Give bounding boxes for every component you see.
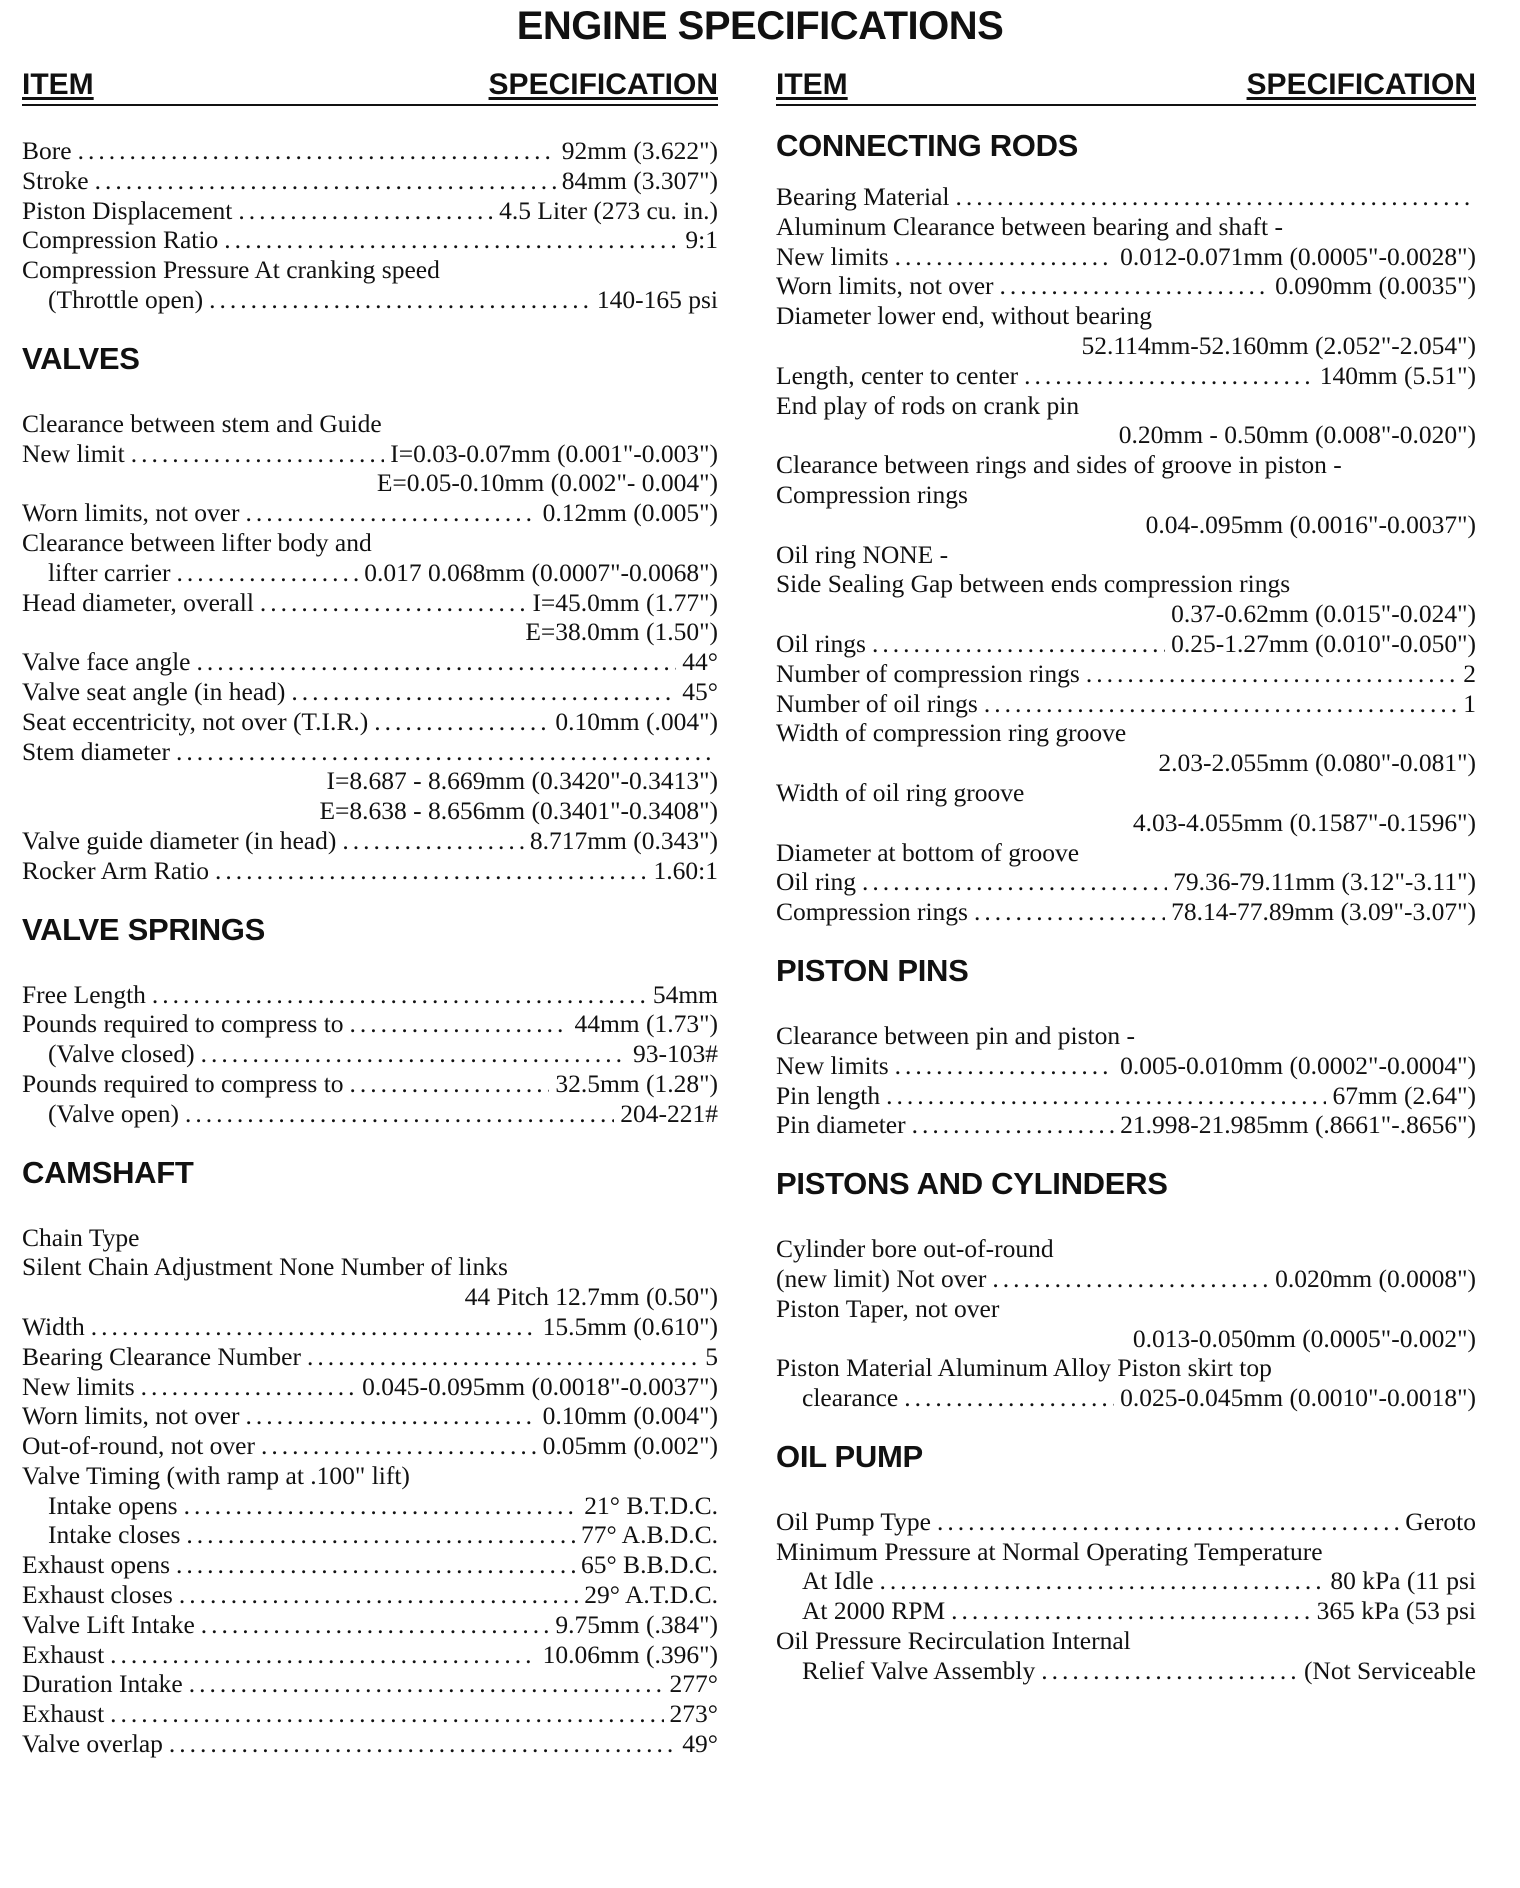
spec-text-line: Clearance between rings and sides of groove in piston -: [776, 450, 1342, 480]
spec-item: Intake closes: [48, 1520, 181, 1550]
spec-row: [776, 1596, 1476, 1626]
spec-value: Geroto: [1405, 1506, 1476, 1536]
spec-row: [22, 166, 718, 196]
dot-leader: [895, 242, 1115, 272]
dot-leader: [886, 1081, 1326, 1111]
spec-row: [776, 689, 1476, 719]
oil-pump-specs: [776, 1507, 1476, 1686]
spec-text-line: Aluminum Clearance between bearing and shaft -: [776, 211, 1283, 241]
spec-item: Width: [22, 1311, 85, 1341]
spec-item: Oil ring: [776, 867, 857, 897]
spec-item: Exhaust: [22, 1699, 105, 1729]
spec-item: Valve guide diameter (in head): [22, 825, 337, 855]
dot-leader: [974, 897, 1165, 927]
spec-text-line: Compression rings: [776, 479, 968, 509]
spec-row: [776, 182, 1476, 212]
valves-specs: [22, 409, 718, 886]
dot-leader: [152, 980, 647, 1010]
dot-leader: [261, 1431, 537, 1461]
spec-row: [776, 659, 1476, 689]
dot-leader: [91, 1312, 537, 1342]
spec-value: 10.06mm (.396"): [542, 1639, 718, 1669]
spec-item: Exhaust: [22, 1639, 105, 1669]
spec-value: 8.717mm (0.343"): [529, 825, 718, 855]
spec-text-line: Side Sealing Gap between ends compression rings: [776, 569, 1291, 599]
spec-row: [22, 1401, 718, 1431]
dot-leader: [110, 1640, 536, 1670]
spec-value: 49°: [682, 1729, 718, 1759]
spec-row: [776, 1383, 1476, 1413]
spec-row: [22, 707, 718, 737]
section-title-piston-pins: PISTON PINS: [776, 952, 969, 988]
section-title-camshaft: CAMSHAFT: [22, 1154, 194, 1190]
spec-row: [22, 588, 718, 618]
spec-value: 77° A.B.D.C.: [580, 1520, 718, 1550]
spec-item: Worn limits, not over: [22, 498, 240, 528]
spec-value: 9:1: [685, 225, 718, 255]
spec-text-line: Clearance between pin and piston -: [776, 1020, 1135, 1050]
dot-leader: [185, 1099, 614, 1129]
dot-leader: [955, 182, 1470, 212]
dot-leader: [895, 1051, 1115, 1081]
spec-value: (Not Serviceable: [1303, 1655, 1476, 1685]
spec-text-line: Valve Timing (with ramp at .100" lift): [22, 1460, 410, 1490]
spec-value: 140-165 psi: [596, 284, 718, 314]
spec-value: 84mm (3.307"): [561, 165, 718, 195]
spec-value: 0.017 0.068mm (0.0007"-0.0068"): [364, 557, 718, 587]
spec-row: [22, 1372, 718, 1402]
spec-value: 44°: [682, 647, 718, 677]
spec-item: Exhaust closes: [22, 1580, 173, 1610]
spec-item: Rocker Arm Ratio: [22, 855, 209, 885]
spec-item: New limits: [776, 1050, 889, 1080]
dot-leader: [880, 1566, 1325, 1596]
spec-text-line: Width of compression ring groove: [776, 718, 1127, 748]
dot-leader: [872, 629, 1165, 659]
spec-value-line: 2.03-2.055mm (0.080"-0.081"): [1158, 748, 1476, 778]
spec-text-line: Oil Pressure Recirculation Internal: [776, 1626, 1131, 1656]
spec-value: 54mm: [652, 979, 718, 1009]
spec-value: 0.020mm (0.0008"): [1275, 1263, 1476, 1293]
spec-row: [776, 271, 1476, 301]
dot-leader: [291, 677, 676, 707]
left-column: [22, 66, 718, 1759]
spec-text-line: Piston Taper, not over: [776, 1293, 1000, 1323]
spec-value-line: E=38.0mm (1.50"): [525, 617, 718, 647]
dot-leader: [937, 1507, 1399, 1537]
spec-item: (Valve open): [48, 1098, 179, 1128]
spec-value: 0.005-0.010mm (0.0002"-0.0004"): [1120, 1050, 1476, 1080]
spec-value-line: 44 Pitch 12.7mm (0.50"): [464, 1282, 718, 1312]
spec-item: Pounds required to compress to: [22, 1009, 344, 1039]
spec-value: 21° B.T.D.C.: [584, 1490, 718, 1520]
spec-item: Exhaust opens: [22, 1550, 171, 1580]
dot-leader: [110, 1699, 663, 1729]
section-title-oil-pump: OIL PUMP: [776, 1438, 923, 1474]
connecting-rods-specs: [776, 182, 1476, 927]
spec-row: [22, 498, 718, 528]
spec-value: 32.5mm (1.28"): [555, 1068, 718, 1098]
spec-value: 0.090mm (0.0035"): [1275, 271, 1476, 301]
dot-leader: [260, 588, 527, 618]
spec-row: [22, 1491, 718, 1521]
dot-leader: [189, 1669, 664, 1699]
dot-leader: [209, 285, 591, 315]
spec-text-line: Diameter at bottom of groove: [776, 837, 1080, 867]
dot-leader: [350, 1009, 569, 1039]
spec-row: [22, 677, 718, 707]
spec-row: [22, 1640, 718, 1670]
spec-item: (Valve closed): [48, 1039, 195, 1069]
dot-leader: [131, 439, 385, 469]
spec-item: Stem diameter: [22, 736, 170, 766]
spec-item: (Throttle open): [48, 284, 204, 314]
spec-value-line: 0.20mm - 0.50mm (0.008"-0.020"): [1118, 420, 1476, 450]
spec-row: [776, 897, 1476, 927]
dot-leader: [238, 196, 493, 226]
spec-value: 277°: [669, 1669, 718, 1699]
spec-row: [776, 867, 1476, 897]
spec-item: Relief Valve Assembly: [802, 1655, 1036, 1685]
spec-item: Valve overlap: [22, 1729, 163, 1759]
spec-row: [776, 1081, 1476, 1111]
spec-text-line: End play of rods on crank pin: [776, 390, 1080, 420]
right-column: [776, 66, 1476, 1686]
column-header: [22, 66, 718, 106]
spec-header: SPECIFICATION: [488, 68, 718, 101]
spec-value: 0.12mm (0.005"): [542, 498, 718, 528]
spec-value: 80 kPa (11 psi: [1330, 1566, 1476, 1596]
spec-item: Seat eccentricity, not over (T.I.R.): [22, 706, 369, 736]
spec-value: 4.5 Liter (273 cu. in.): [499, 195, 718, 225]
spec-item: Stroke: [22, 165, 89, 195]
spec-value: 45°: [682, 676, 718, 706]
spec-row: [22, 856, 718, 886]
spec-value: 204-221#: [620, 1098, 718, 1128]
spec-item: (new limit) Not over: [776, 1263, 987, 1293]
general-specs: [22, 136, 718, 315]
spec-value: 0.25-1.27mm (0.010"-0.050"): [1171, 628, 1476, 658]
dot-leader: [862, 867, 1167, 897]
spec-value: 78.14-77.89mm (3.09"-3.07"): [1171, 897, 1476, 927]
dot-leader: [215, 856, 648, 886]
piston-pins-specs: [776, 1021, 1476, 1140]
spec-row: [22, 1550, 718, 1580]
pistons-cylinders-specs: [776, 1234, 1476, 1413]
spec-item: Duration Intake: [22, 1669, 183, 1699]
dot-leader: [1086, 659, 1457, 689]
spec-row: [22, 1729, 718, 1759]
spec-text-line: Clearance between stem and Guide: [22, 408, 382, 438]
dot-leader: [169, 1729, 676, 1759]
spec-value-line: 0.04-.095mm (0.0016"-0.0037"): [1145, 509, 1476, 539]
spec-value: 273°: [669, 1699, 718, 1729]
dot-leader: [307, 1342, 699, 1372]
spec-item: Pounds required to compress to: [22, 1068, 344, 1098]
spec-value-line: 52.114mm-52.160mm (2.052"-2.054"): [1081, 330, 1476, 360]
spec-text-line: Diameter lower end, without bearing: [776, 301, 1153, 331]
valve-springs-specs: [22, 980, 718, 1129]
spec-text-line: Width of oil ring groove: [776, 777, 1025, 807]
spec-item: Worn limits, not over: [776, 271, 994, 301]
section-title-valve-springs: VALVE SPRINGS: [22, 911, 265, 947]
spec-value: 365 kPa (53 psi: [1316, 1596, 1476, 1626]
spec-value: 0.05mm (0.002"): [542, 1431, 718, 1461]
spec-item: Number of oil rings: [776, 688, 978, 718]
spec-row: [22, 285, 718, 315]
spec-row: [22, 1699, 718, 1729]
column-header: [776, 66, 1476, 106]
spec-row: [22, 1069, 718, 1099]
spec-row: [22, 1039, 718, 1069]
spec-row: [22, 439, 718, 469]
spec-item: At 2000 RPM: [802, 1596, 946, 1626]
spec-item: Bore: [22, 136, 72, 165]
spec-row: [776, 1264, 1476, 1294]
spec-row: [22, 1099, 718, 1129]
dot-leader: [78, 136, 556, 166]
dot-leader: [224, 225, 679, 255]
spec-value: 79.36-79.11mm (3.12"-3.11"): [1173, 867, 1476, 897]
spec-row: [22, 1520, 718, 1550]
spec-value: 0.10mm (0.004"): [542, 1401, 718, 1431]
dot-leader: [1024, 361, 1314, 391]
spec-item: Worn limits, not over: [22, 1401, 240, 1431]
spec-value: 65° B.B.D.C.: [580, 1550, 718, 1580]
spec-value-line: I=8.687 - 8.669mm (0.3420"-0.3413"): [326, 766, 718, 796]
spec-item: Valve Lift Intake: [22, 1609, 195, 1639]
spec-row: [22, 1342, 718, 1372]
spec-value-line: E=0.05-0.10mm (0.002"- 0.004"): [376, 468, 718, 498]
spec-row: [776, 361, 1476, 391]
spec-row: [22, 136, 718, 166]
spec-value: 0.045-0.095mm (0.0018"-0.0037"): [362, 1371, 718, 1401]
spec-item: Intake opens: [48, 1490, 178, 1520]
spec-item: Compression rings: [776, 897, 968, 927]
dot-leader: [246, 498, 537, 528]
dot-leader: [179, 1580, 578, 1610]
spec-value: 0.025-0.045mm (0.0010"-0.0018"): [1120, 1383, 1476, 1413]
spec-text-line: Oil ring NONE -: [776, 539, 949, 569]
spec-row: [22, 1610, 718, 1640]
spec-item: Number of compression rings: [776, 658, 1080, 688]
spec-item: Oil Pump Type: [776, 1506, 932, 1536]
dot-leader: [176, 558, 358, 588]
dot-leader: [1041, 1656, 1298, 1686]
dot-leader: [176, 1550, 575, 1580]
spec-header: SPECIFICATION: [1246, 68, 1476, 101]
spec-item: Bearing Clearance Number: [22, 1341, 301, 1371]
spec-value: 1: [1463, 688, 1476, 718]
spec-item: Free Length: [22, 979, 146, 1009]
dot-leader: [201, 1039, 627, 1069]
dot-leader: [984, 689, 1457, 719]
item-header: ITEM: [22, 68, 94, 101]
spec-value: 1.60:1: [653, 855, 718, 885]
spec-row: [776, 1507, 1476, 1537]
spec-value: 15.5mm (0.610"): [542, 1311, 718, 1341]
spec-item: At Idle: [802, 1566, 874, 1596]
dot-leader: [1000, 271, 1270, 301]
spec-row: [22, 980, 718, 1010]
spec-value: 29° A.T.D.C.: [584, 1580, 718, 1610]
dot-leader: [201, 1610, 550, 1640]
spec-item: lifter carrier: [48, 557, 171, 587]
spec-row: [22, 737, 718, 767]
dot-leader: [184, 1491, 579, 1521]
spec-row: [22, 1431, 718, 1461]
spec-row: [22, 558, 718, 588]
spec-value: 140mm (5.51"): [1319, 360, 1476, 390]
spec-value: 67mm (2.64"): [1332, 1080, 1476, 1110]
dot-leader: [342, 826, 523, 856]
spec-item: New limits: [776, 241, 889, 271]
spec-text-line: Silent Chain Adjustment None Number of links: [22, 1252, 508, 1282]
page-title: ENGINE SPECIFICATIONS: [516, 4, 1004, 48]
dot-leader: [95, 166, 556, 196]
spec-row: [776, 1051, 1476, 1081]
spec-row: [22, 826, 718, 856]
spec-item: Valve face angle: [22, 647, 191, 677]
spec-text-line: Clearance between lifter body and: [22, 527, 372, 557]
item-header: ITEM: [776, 68, 848, 101]
dot-leader: [246, 1401, 537, 1431]
spec-item: Piston Displacement: [22, 195, 233, 225]
spec-value: 92mm (3.622"): [561, 136, 718, 165]
spec-row: [22, 647, 718, 677]
camshaft-specs: [22, 1223, 718, 1759]
dot-leader: [176, 737, 712, 767]
spec-text-line: Chain Type: [22, 1222, 140, 1252]
dot-leader: [951, 1596, 1311, 1626]
dot-leader: [141, 1372, 357, 1402]
spec-row: [776, 1656, 1476, 1686]
spec-row: [22, 1580, 718, 1610]
spec-value-line: 0.37-0.62mm (0.015"-0.024"): [1171, 599, 1476, 629]
dot-leader: [912, 1110, 1115, 1140]
spec-row: [776, 242, 1476, 272]
spec-item: Out-of-round, not over: [22, 1431, 255, 1461]
spec-value-line: E=8.638 - 8.656mm (0.3401"-0.3408"): [319, 796, 718, 826]
dot-leader: [196, 647, 676, 677]
spec-item: Compression Ratio: [22, 225, 219, 255]
spec-value-line: 4.03-4.055mm (0.1587"-0.1596"): [1132, 807, 1476, 837]
dot-leader: [904, 1383, 1114, 1413]
spec-row: [22, 1312, 718, 1342]
spec-value: 93-103#: [633, 1039, 718, 1069]
dot-leader: [186, 1520, 575, 1550]
section-title-pistons-cylinders: PISTONS AND CYLINDERS: [776, 1166, 1168, 1202]
spec-row: [22, 196, 718, 226]
spec-text-line: Cylinder bore out-of-round: [776, 1234, 1054, 1264]
spec-value: 21.998-21.985mm (.8661"-.8656"): [1120, 1110, 1476, 1140]
spec-value-line: 0.013-0.050mm (0.0005"-0.002"): [1132, 1323, 1476, 1353]
spec-row: [22, 1009, 718, 1039]
spec-item: New limit: [22, 438, 125, 468]
spec-item: clearance: [802, 1383, 899, 1413]
dot-leader: [374, 707, 549, 737]
spec-text-line: Minimum Pressure at Normal Operating Temperature: [776, 1536, 1323, 1566]
spec-item: Bearing Material: [776, 182, 950, 211]
spec-value: 2: [1463, 658, 1476, 688]
spec-item: Oil rings: [776, 628, 866, 658]
spec-value: 0.012-0.071mm (0.0005"-0.0028"): [1120, 241, 1476, 271]
spec-value: 0.10mm (.004"): [555, 706, 718, 736]
spec-text-line: Compression Pressure At cranking speed: [22, 255, 440, 285]
spec-row: [22, 225, 718, 255]
spec-value: 9.75mm (.384"): [555, 1609, 718, 1639]
spec-row: [776, 1566, 1476, 1596]
spec-value: I=0.03-0.07mm (0.001"-0.003"): [390, 438, 718, 468]
spec-item: Head diameter, overall: [22, 587, 254, 617]
spec-value: I=45.0mm (1.77"): [532, 587, 718, 617]
dot-leader: [350, 1069, 550, 1099]
spec-item: Length, center to center: [776, 360, 1019, 390]
section-title-connecting-rods: CONNECTING RODS: [776, 128, 1079, 163]
spec-row: [776, 629, 1476, 659]
dot-leader: [992, 1264, 1269, 1294]
spec-item: Pin diameter: [776, 1110, 906, 1140]
spec-value: 44mm (1.73"): [574, 1009, 718, 1039]
spec-item: New limits: [22, 1371, 135, 1401]
spec-row: [776, 1110, 1476, 1140]
spec-row: [22, 1669, 718, 1699]
section-title-valves: VALVES: [22, 340, 140, 376]
spec-item: Valve seat angle (in head): [22, 676, 286, 706]
spec-value: 5: [705, 1341, 718, 1371]
spec-item: Pin length: [776, 1080, 881, 1110]
spec-text-line: Piston Material Aluminum Alloy Piston skirt top: [776, 1353, 1272, 1383]
